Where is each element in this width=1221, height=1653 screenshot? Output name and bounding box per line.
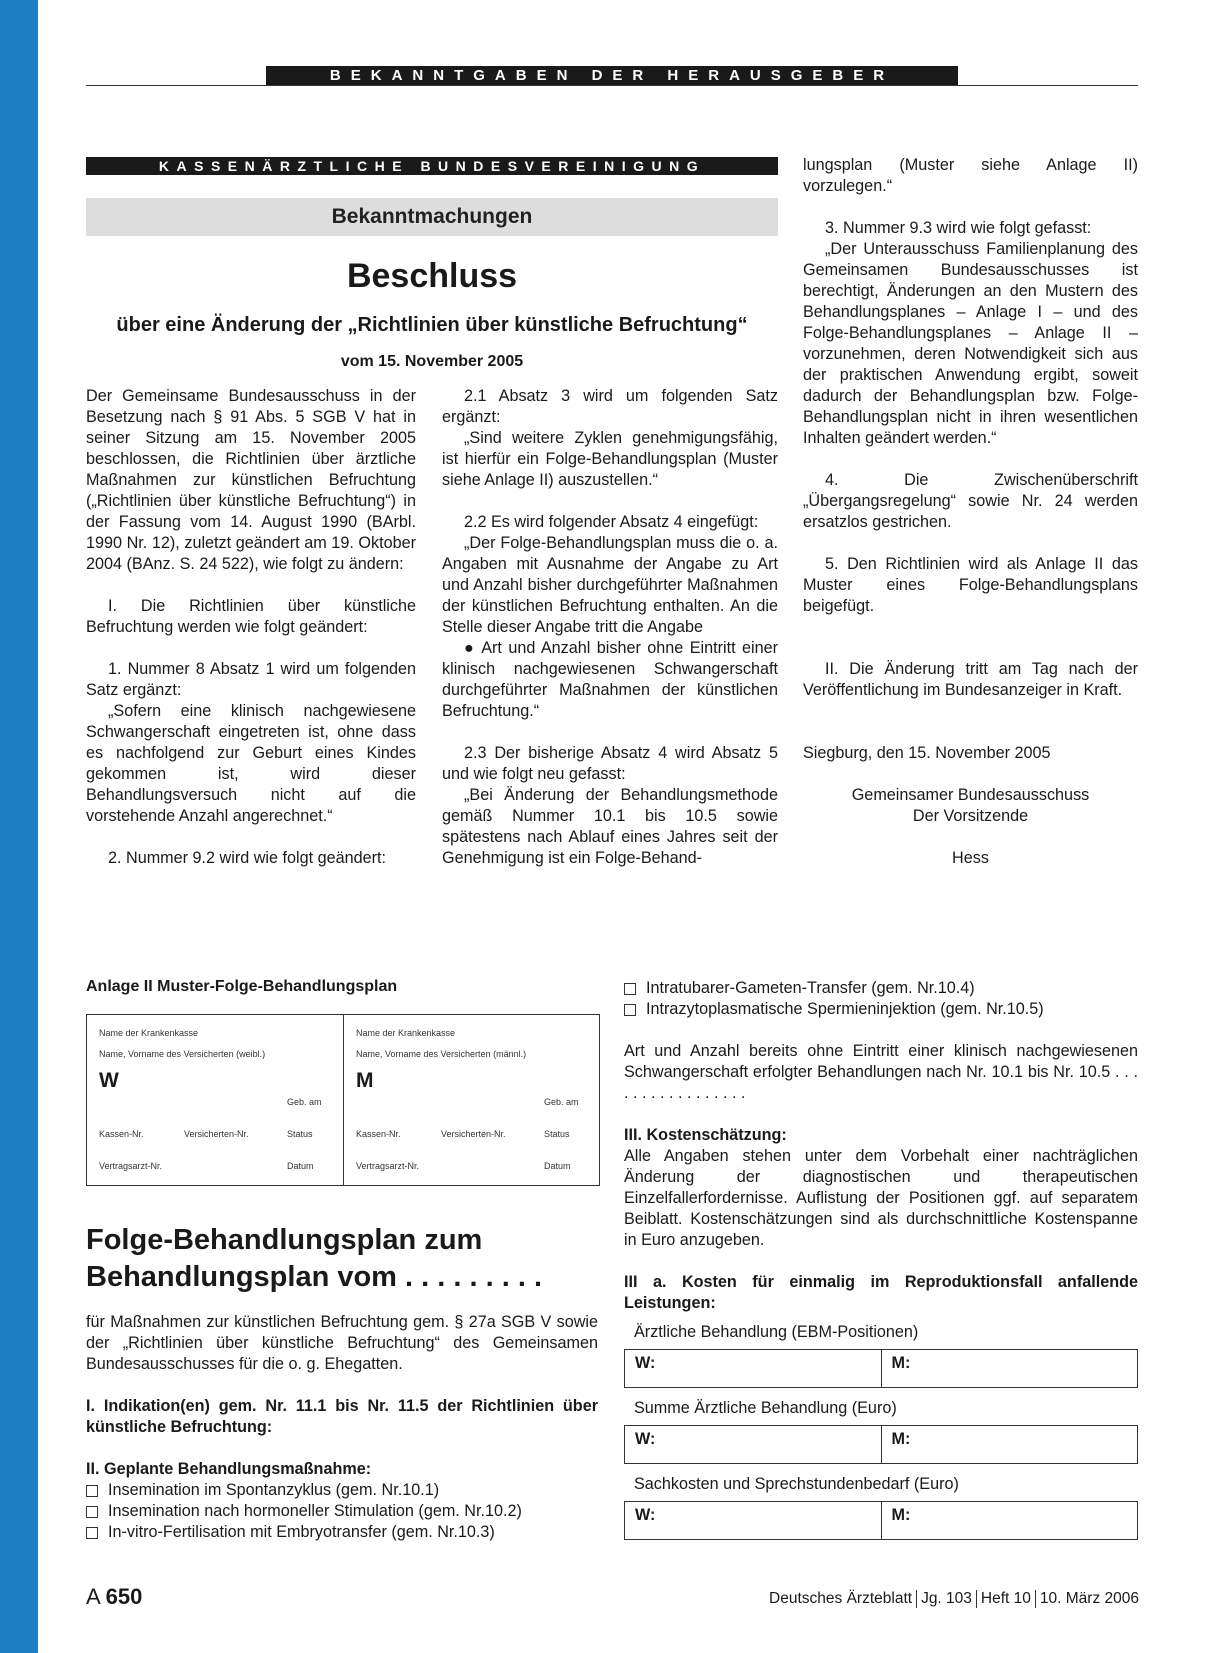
- paragraph: 3. Nummer 9.3 wird wie folgt gefasst:: [825, 219, 1092, 237]
- kosten-a-heading: III a. Kosten für einmalig im Reproduktionsfall anfallende Leistungen:: [624, 1273, 1138, 1312]
- plan-right-column: [624, 978, 1138, 1550]
- form-label-versicherten-nr: Versicherten-Nr.: [184, 1129, 249, 1139]
- form-label-kassen-nr: Kassen-Nr.: [356, 1129, 401, 1139]
- form-label-kasse: Name der Krankenkasse: [356, 1028, 456, 1038]
- art-anzahl-text: Art und Anzahl bereits ohne Eintritt einer klinisch nachgewiesenen Schwangerschaft erfolgter Behandlungen nach Nr. 10.1 bis Nr. 10.5 . . . . . . . . . . . . . . . . .: [624, 1042, 1138, 1102]
- checkbox[interactable]: [86, 1527, 98, 1539]
- form-label-geb: Geb. am: [287, 1097, 322, 1107]
- checkbox-label: Intratubarer-Gameten-Transfer (gem. Nr.10.4): [646, 979, 975, 997]
- cost-input-row: [624, 1425, 1138, 1464]
- cost-field-m[interactable]: M:: [881, 1502, 1138, 1539]
- org-band: KASSENÄRZTLICHE BUNDESVEREINIGUNG: [86, 157, 778, 175]
- form-label-versicherten-nr: Versicherten-Nr.: [441, 1129, 506, 1139]
- checkbox[interactable]: [86, 1506, 98, 1518]
- page-number-value: 650: [105, 1584, 143, 1609]
- kosten-text: Alle Angaben stehen unter dem Vorbehalt einer nachträglichen Änderung der diagnostischen und therapeutischen Einzelfallerfordernisse. Auflistung der Positionen ggf. auf separatem Beiblatt. Kostenschätzungen sind als durchschnittliche Kostenspanne in Euro anzugeben.: [624, 1147, 1138, 1249]
- page-prefix: A: [86, 1584, 100, 1609]
- anlage-title: Anlage II Muster-Folge-Behandlungsplan: [86, 978, 398, 995]
- checkbox[interactable]: [624, 1004, 636, 1016]
- form-label-datum: Datum: [287, 1161, 314, 1171]
- checkbox-label: In-vitro-Fertilisation mit Embryotransfer (gem. Nr.10.3): [108, 1523, 495, 1541]
- form-label-vertragsarzt: Vertragsarzt-Nr.: [356, 1161, 420, 1171]
- paragraph: 5. Den Richtlinien wird als Anlage II das Muster eines Folge-Behandlungsplans beigefügt.: [803, 555, 1138, 615]
- section-title: Bekanntmachungen: [86, 198, 778, 236]
- checkbox-label: Insemination nach hormoneller Stimulation (gem. Nr.10.2): [108, 1502, 522, 1520]
- paragraph: Der Gemeinsame Bundesausschuss in der Besetzung nach § 91 Abs. 5 SGB V hat in seiner Sitzung am 15. November 2005 beschlossen, die Richtlinien über ärztliche Maßnahmen zur künstlichen Befruchtung („Richtlinien über künstliche Befruchtung“) in der Fassung vom 14. August 1990 (BArbl. 1990 Nr. 12), zuletzt geändert am 19. Oktober 2004 (BAnz. S. 24 522), wie folgt zu ändern:: [86, 387, 416, 573]
- paragraph: I. Die Richtlinien über künstliche Befruchtung werden wie folgt geändert:: [86, 597, 416, 636]
- separator: [916, 1590, 917, 1608]
- page-number: [86, 1583, 142, 1611]
- left-color-bar: [0, 0, 38, 1653]
- article-column-2: [442, 386, 778, 869]
- form-woman: [87, 1015, 343, 1185]
- journal-footer: [769, 1587, 1139, 1611]
- paragraph: 1. Nummer 8 Absatz 1 wird um folgenden Satz ergänzt:: [86, 660, 416, 699]
- form-letter-w: W: [99, 1069, 119, 1092]
- paragraph: „Der Folge-Behandlungsplan muss die o. a. Angaben mit Ausnahme der Angabe zu Art und Anzahl bisher durchgeführter Maßnahmen der künstlichen Befruchtung enthalten. An die Stelle dieser Angabe tritt die Angabe: [442, 534, 778, 636]
- checkbox[interactable]: [624, 983, 636, 995]
- form-label-kassen-nr: Kassen-Nr.: [99, 1129, 144, 1139]
- cost-row-label: Sachkosten und Sprechstundenbedarf (Euro): [634, 1475, 959, 1493]
- paragraph: lungsplan (Muster siehe Anlage II) vorzulegen.“: [803, 156, 1138, 195]
- checkbox-label: Insemination im Spontanzyklus (gem. Nr.10.1): [108, 1481, 440, 1499]
- form-label-name: Name, Vorname des Versicherten (weibl.): [99, 1049, 266, 1059]
- checkbox-item[interactable]: [624, 999, 1138, 1020]
- paragraph: ● Art und Anzahl bisher ohne Eintritt einer klinisch nachgewiesenen Schwangerschaft durchgeführter Maßnahmen der künstlichen Befruchtung.“: [442, 639, 778, 720]
- article-column-1: [86, 386, 416, 890]
- article-column-3: [803, 155, 1138, 869]
- indikation-heading: I. Indikation(en) gem. Nr. 11.1 bis Nr. 11.5 der Richtlinien über künstliche Befruchtung:: [86, 1397, 598, 1436]
- form-label-datum: Datum: [544, 1161, 571, 1171]
- cost-field-m[interactable]: M:: [881, 1426, 1138, 1463]
- paragraph: 2.1 Absatz 3 wird um folgenden Satz ergänzt:: [442, 387, 778, 426]
- checkbox-item[interactable]: [86, 1480, 598, 1501]
- journal-date: 10. März 2006: [1039, 1590, 1139, 1607]
- form-label-geb: Geb. am: [544, 1097, 579, 1107]
- checkbox[interactable]: [86, 1485, 98, 1497]
- paragraph: 2.2 Es wird folgender Absatz 4 eingefügt:: [464, 513, 759, 531]
- checkbox-label: Intrazytoplasmatische Spermieninjektion (gem. Nr.10.5): [646, 1000, 1044, 1018]
- cost-field-w[interactable]: W:: [635, 1506, 656, 1524]
- form-label-name: Name, Vorname des Versicherten (männl.): [356, 1049, 527, 1059]
- paragraph: 2.3 Der bisherige Absatz 4 wird Absatz 5 und wie folgt neu gefasst:: [442, 744, 778, 783]
- cost-field-m[interactable]: M:: [881, 1350, 1138, 1387]
- plan-left-column: [86, 1312, 598, 1543]
- plan-intro: für Maßnahmen zur künstlichen Befruchtung gem. § 27a SGB V sowie der „Richtlinien über künstliche Befruchtung“ des Gemeinsamen Bundesausschusses für die o. g. Ehegatten.: [86, 1313, 598, 1373]
- paragraph: „Sofern eine klinisch nachgewiesene Schwangerschaft eingetreten ist, ohne dass es nachfolgend zur Geburt eines Kindes gekommen ist, wird dieser Behandlungsversuch nicht auf die vorstehende Anzahl angerechnet.“: [86, 702, 416, 825]
- article-date: vom 15. November 2005: [340, 353, 524, 370]
- cost-input-row: [624, 1501, 1138, 1540]
- paragraph: „Bei Änderung der Behandlungsmethode gemäß Nummer 10.1 bis 10.5 sowie spätestens nach Ablauf eines Jahres seit der Genehmigung ist ein Folge-Behand-: [442, 786, 778, 867]
- paragraph: 2. Nummer 9.2 wird wie folgt geändert:: [108, 849, 387, 867]
- paragraph: „Sind weitere Zyklen genehmigungsfähig, ist hierfür ein Folge-Behandlungsplan (Muster siehe Anlage II) auszustellen.“: [442, 429, 778, 489]
- journal-volume: Jg. 103: [921, 1590, 972, 1607]
- cost-field-w[interactable]: W:: [635, 1354, 656, 1372]
- signature-org: Gemeinsamer Bundesausschuss: [851, 786, 1090, 804]
- patient-form: [86, 1014, 600, 1186]
- form-letter-m: M: [356, 1069, 374, 1092]
- separator: [976, 1590, 977, 1608]
- checkbox-item[interactable]: [86, 1501, 598, 1522]
- checkbox-item[interactable]: [624, 978, 1138, 999]
- plan-title: Folge-Behandlungsplan zum Behandlungsplan vom . . . . . . . . .: [86, 1224, 542, 1293]
- cost-row-label: Summe Ärztliche Behandlung (Euro): [634, 1399, 897, 1417]
- article-title: Beschluss: [346, 257, 518, 295]
- signature-name: Hess: [952, 849, 989, 867]
- paragraph: „Der Unterausschuss Familienplanung des Gemeinsamen Bundesausschusses ist berechtigt, Änderungen an den Mustern des Behandlungsplanes – Anlage I – und des Folge-Behandlungsplanes – Anlage II – vorzunehmen, deren Notwendigkeit sich aus der praktischen Anwendung ergibt, soweit dadurch der Behandlungsplan bzw. Folge-Behandlungsplan nicht in ihren wesentlichen Inhalten geändert werden.“: [803, 240, 1138, 447]
- cost-row-label: Ärztliche Behandlung (EBM-Positionen): [634, 1323, 919, 1341]
- form-label-status: Status: [544, 1129, 570, 1139]
- signature-place-date: Siegburg, den 15. November 2005: [803, 744, 1051, 762]
- article-subtitle: über eine Änderung der „Richtlinien über künstliche Befruchtung“: [116, 314, 748, 336]
- journal-issue: Heft 10: [980, 1590, 1031, 1607]
- form-man: [343, 1015, 600, 1185]
- kosten-heading: III. Kostenschätzung:: [624, 1126, 787, 1144]
- header-band: BEKANNTGABEN DER HERAUSGEBER: [266, 66, 958, 85]
- geplant-heading: II. Geplante Behandlungsmaßnahme:: [86, 1460, 372, 1478]
- cost-input-row: [624, 1349, 1138, 1388]
- paragraph: 4. Die Zwischenüberschrift „Übergangsregelung“ sowie Nr. 24 werden ersatzlos gestrichen.: [803, 471, 1138, 531]
- separator: [1035, 1590, 1036, 1608]
- header-rule: [86, 85, 1138, 86]
- cost-field-w[interactable]: W:: [635, 1430, 656, 1448]
- form-label-kasse: Name der Krankenkasse: [99, 1028, 199, 1038]
- paragraph: II. Die Änderung tritt am Tag nach der Veröffentlichung im Bundesanzeiger in Kraft.: [803, 660, 1138, 699]
- journal-name: Deutsches Ärzteblatt: [769, 1590, 913, 1607]
- checkbox-item[interactable]: [86, 1522, 598, 1543]
- signature-role: Der Vorsitzende: [912, 807, 1029, 825]
- form-label-vertragsarzt: Vertragsarzt-Nr.: [99, 1161, 163, 1171]
- form-label-status: Status: [287, 1129, 313, 1139]
